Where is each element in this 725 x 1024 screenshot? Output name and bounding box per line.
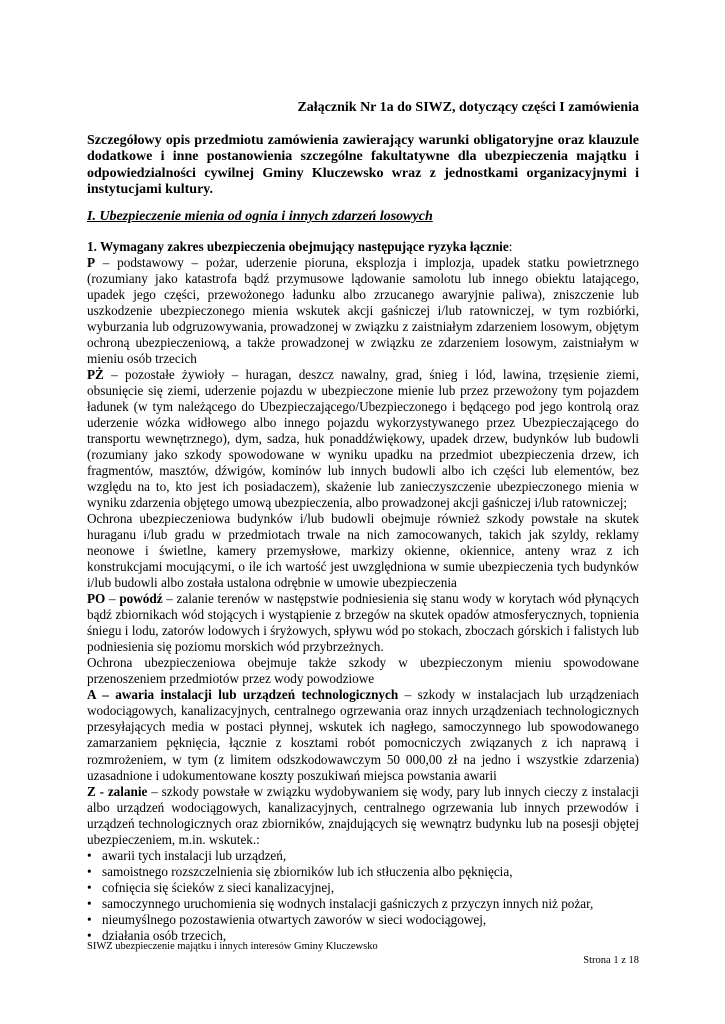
list-item [87,848,639,864]
bullet-icon: • [87,927,92,943]
footer-document-title: SIWZ ubezpieczenie majątku i innych interesów Gminy Kluczewsko [87,941,378,952]
bullet-icon: • [87,847,92,863]
main-content [87,239,639,944]
list-item-text: samoistnego rozszczelnienia się zbiorników lub ich stłuczenia albo pęknięcia, [102,863,513,879]
section-title: I. Ubezpieczenie mienia od ognia i innych zdarzeń losowych [87,209,433,224]
risks-heading [87,239,639,255]
list-item-text: nieumyślnego pozostawienia otwartych zaworów w sieci wodociągowej, [102,911,487,927]
risk-z-paragraph [87,784,639,848]
risk-z-label: Z - zalanie [87,783,148,799]
list-item [87,896,639,912]
footer-page-number: Strona 1 z 18 [583,955,639,966]
risk-pz-paragraph [87,367,639,511]
risks-heading-colon: : [508,239,513,254]
list-item-text: awarii tych instalacji lub urządzeń, [102,847,287,863]
list-item-text: działania osób trzecich, [102,927,227,943]
risk-pz-label: PŻ [87,367,104,383]
risk-po-label2: powódź [119,591,163,607]
risk-po-label: PO [87,591,106,607]
bullet-icon: • [87,863,92,879]
risk-p-label: P [87,255,96,271]
risks-heading-bold: 1. Wymagany zakres ubezpieczenia obejmujący następujące ryzyka łącznie [87,239,509,254]
risk-pz-extra: Ochrona ubezpieczeniowa budynków i/lub budowli obejmuje również szkody powstałe na skutek huraganu i/lub gradu w przedmiotach trwale na nich zamocowanych, takich jak szyldy, reklamy neonowe i świetlne, kamery przemysłowe, markizy okienne, okiennice, anteny wraz z ich konstrukcjami mocującymi, o ile ich wartość jest uwzględniona w sumie ubezpieczenia tych budynków i/lub budowli albo została ustalona odrębnie w umowie ubezpieczenia [87,511,639,591]
bullet-icon: • [87,895,92,911]
document-description: Szczegółowy opis przedmiotu zamówienia zawierający warunki obligatoryjne oraz klauzule dodatkowe i inne postanowienia szczególne fakultatywne dla ubezpieczenia majątku i odpowiedzialności cywilnej Gminy Kluczewsko wraz z jednostkami organizacyjnymi i instytucjami kultury. [87,133,639,198]
risk-p-paragraph [87,255,639,367]
list-item-text: samoczynnego uruchomienia się wodnych instalacji gaśniczych z przyczyn innych niż pożar, [102,895,594,911]
bullet-icon: • [87,911,92,927]
risk-pz-text: – pozostałe żywioły – huragan, deszcz nawalny, grad, śnieg i lód, lawina, trzęsienie ziemi, obsunięcie się ziemi, uderzenie pojazdu w ubezpieczone mienie lub przez przewożony tym pojazdem ładunek (w tym należącego do Ubezpieczającego/Ubezpieczonego i będącego pod jego kontrolą oraz uderzenie wózka widłowego albo innego pojazdu wykorzystywanego przez Ubezpieczającego do transportu wewnętrznego), dym, sadza, huk ponaddźwiękowy, upadek drzew, budynków lub budowli (rozumiany jako szkody spowodowane w wyniku upadku na przedmiot ubezpieczenia drzew, ich fragmentów, masztów, dźwigów, kominów lub innych budowli albo ich części lub elementów, bez względu na to, kto jest ich posiadaczem), skażenie lub zanieczyszczenie ubezpieczonego mienia w wyniku zdarzenia objętego umową ubezpieczenia, albo prowadzonej akcji gaśniczej i/lub ratowniczej; [87,367,639,511]
risk-a-text: – szkody w instalacjach lub urządzeniach wodociągowych, kanalizacyjnych, centralnego ogrzewania oraz innych urządzeniach technologicznych przesyłających media w postaci płynnej, wskutek ich nagłego, samoczynnego lub spowodowanego zamarzaniem pęknięcia, łącznie z kosztami robót pomocniczych związanych z ich naprawą i rozmrożeniem, w tym (z limitem odszkodowawczym 50 000,00 zł na jedno i wszystkie zdarzenia) uzasadnione i udokumentowane koszty poszukiwań miejsca powstania awarii [87,687,639,783]
risk-p-text: – podstawowy – pożar, uderzenie pioruna, eksplozja i implozja, upadek statku powietrznego (rozumiany jako katastrofa bądź przymusowe lądowanie samolotu lub innego obiektu latającego, upadek jego części, przewożonego ładunku albo zrzucanego awaryjnie paliwa), zniszczenie lub uszkodzenie ubezpieczonego mienia wskutek akcji gaśniczej i/lub ratowniczej, w tym rozbiórki, wyburzania lub odgruzowywania, prowadzonej w związku z zaistniałym zdarzeniem losowym, objętym ochroną ubezpieczeniową, a także prowadzonej w związku ze zdarzeniem losowym, zaistniałym w mieniu osób trzecich [87,255,639,367]
risk-po-paragraph: PO – powódź – zalanie terenów w następstwie podniesienia się stanu wody w korytach wód płynących bądź zbiornikach wód stojących i wystąpienie z brzegów na skutek opadów atmosferycznych, topnienia śniegu i lodu, zatorów lodowych i śryżowych, spływu wód po stokach, zboczach górskich i falistych lub podniesienia się poziomu morskich wód przybrzeżnych. [87,591,639,655]
list-item [87,912,639,928]
risk-po-extra: Ochrona ubezpieczeniowa obejmuje także szkody w ubezpieczonym mieniu spowodowane przenoszeniem przedmiotów przez wody powodziowe [87,655,639,687]
list-item-text: cofnięcia się ścieków z sieci kanalizacyjnej, [102,879,335,895]
risk-z-text: – szkody powstałe w związku wydobywaniem się wody, pary lub innych cieczy z instalacji albo urządzeń wodociągowych, kanalizacyjnych, centralnego ogrzewania lub innych przewodów i urządzeń technologicznych oraz zbiorników, znajdujących się wewnątrz budynku lub na posesji objętej ubezpieczeniem, m.in. wskutek.: [87,783,639,847]
risk-po-text: – zalanie terenów w następstwie podniesienia się stanu wody w korytach wód płynących bądź zbiornikach wód stojących i wystąpienie z brzegów na skutek opadów atmosferycznych, topnienia śniegu i lodu, zatorów lodowych i śryżowych, spływu wód po stokach, zboczach górskich i falistych lub podniesienia się poziomu morskich wód przybrzeżnych. [87,591,639,655]
risk-a-paragraph [87,687,639,783]
annex-title: Załącznik Nr 1a do SIWZ, dotyczący części I zamówienia [297,100,639,115]
list-item [87,864,639,880]
risk-a-label: A – awaria instalacji lub urządzeń technologicznych [87,687,399,703]
bullet-icon: • [87,879,92,895]
list-item [87,880,639,896]
risk-z-bullet-list [87,848,639,944]
